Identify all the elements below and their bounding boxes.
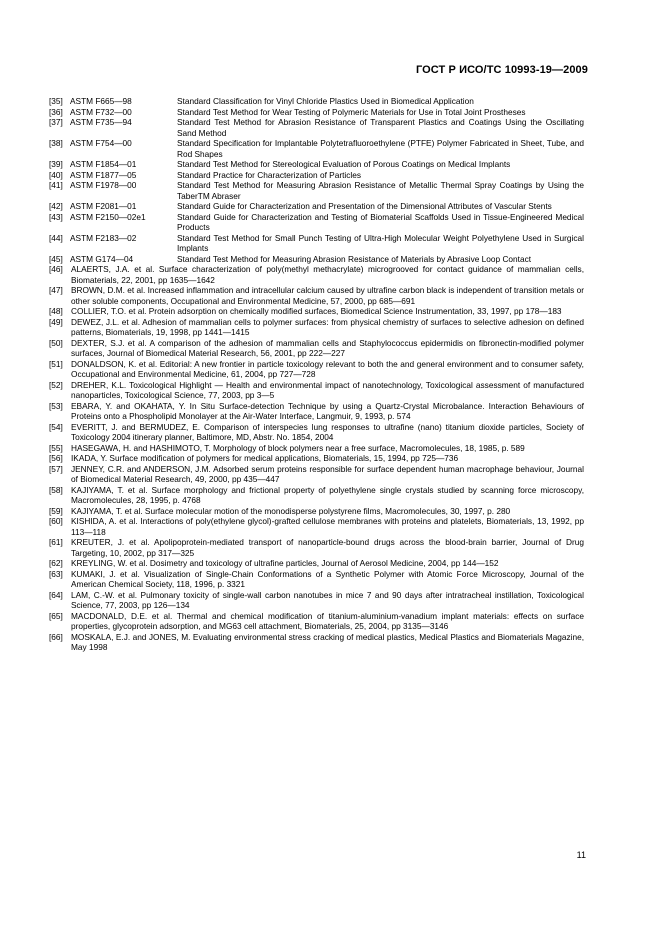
reference-number: [45] bbox=[49, 253, 63, 264]
reference-text: IKADA, Y. Surface modification of polymers for medical applications, Biomaterials, 15, 1994, pp 725—736 bbox=[71, 453, 459, 463]
reference-number: [44] bbox=[49, 232, 63, 243]
standard-title: Standard Guide for Characterization and Presentation of the Dimensional Attributes of Vascular Stents bbox=[177, 201, 552, 211]
reference-number: [37] bbox=[49, 117, 63, 127]
reference-number: [38] bbox=[49, 138, 63, 148]
reference-entry bbox=[49, 359, 584, 380]
reference-entry bbox=[49, 317, 584, 338]
reference-text: EBARA, Y. and OKAHATA, Y. In Situ Surface-detection Technique by using a Quartz-Crystal Microbalance. Interaction Behaviours of Proteins onto a Phospholipid Monolayer at the Air-Water Interface, Langmuir, 9, 1993, p. 574 bbox=[71, 400, 584, 421]
reference-number: [49] bbox=[49, 316, 63, 327]
reference-entry bbox=[49, 464, 584, 485]
reference-number: [62] bbox=[49, 558, 63, 568]
reference-number: [40] bbox=[49, 169, 63, 180]
reference-text: KREUTER, J. et al. Apolipoprotein-mediated transport of nanoparticle-bound drugs across the blood-brain barrier, Journal of Drug Targeting, 10, 2002, pp 317—325 bbox=[71, 537, 584, 558]
reference-number: [63] bbox=[49, 568, 63, 579]
reference-entry bbox=[49, 338, 584, 359]
reference-entry bbox=[49, 516, 584, 537]
reference-text: HASEGAWA, H. and HASHIMOTO, T. Morphology of block polymers near a free surface, Macromolecules, 18, 1985, p. 589 bbox=[71, 442, 525, 453]
reference-number: [41] bbox=[49, 180, 63, 190]
reference-number: [35] bbox=[49, 96, 63, 106]
reference-text: DONALDSON, K. et al. Editorial: A new frontier in particle toxicology relevant to both the and general environment and to consumer safety, Occupational and Environmental Medicine, 61, 2004, pp 727—728 bbox=[71, 358, 584, 379]
reference-entry bbox=[49, 254, 584, 265]
standard-code: ASTM F735—94 bbox=[70, 117, 132, 127]
reference-number: [51] bbox=[49, 358, 63, 369]
reference-text: KUMAKI, J. et al. Visualization of Single-Chain Conformations of a Synthetic Polymer with Atomic Force Microscopy, Journal of the American Chemical Society, 118, 1996, p. 3321 bbox=[71, 568, 584, 589]
standard-code: ASTM F754—00 bbox=[70, 138, 132, 148]
reference-number: [56] bbox=[49, 453, 63, 463]
page-number: 11 bbox=[576, 850, 586, 860]
reference-number: [36] bbox=[49, 106, 63, 117]
reference-entry bbox=[49, 180, 584, 201]
reference-entry bbox=[49, 96, 584, 107]
reference-number: [48] bbox=[49, 306, 63, 316]
reference-number: [54] bbox=[49, 421, 63, 432]
standard-title: Standard Test Method for Measuring Abrasion Resistance of Metallic Thermal Spray Coatings by Using the TaberTM Abraser bbox=[177, 180, 584, 201]
reference-text: LAM, C.-W. et al. Pulmonary toxicity of single-wall carbon nanotubes in mice 7 and 90 days after intratracheal instillation, Toxicological Science, 77, 2003, pp 126—134 bbox=[71, 589, 584, 610]
standard-code: ASTM F1978—00 bbox=[70, 180, 137, 190]
reference-number: [57] bbox=[49, 463, 63, 474]
standard-title: Standard Guide for Characterization and Testing of Biomaterial Scaffolds Used in Tissue-Engineered Medical Products bbox=[177, 211, 584, 232]
reference-text: COLLIER, T.O. et al. Protein adsorption on chemically modified surfaces, Biomedical Science Instrumentation, 33, 1997, pp 178—183 bbox=[71, 306, 562, 316]
standard-title: Standard Classification for Vinyl Chloride Plastics Used in Biomedical Application bbox=[177, 96, 474, 106]
reference-entry bbox=[49, 107, 584, 118]
reference-entry bbox=[49, 590, 584, 611]
document-header: ГОСТ Р ИСО/ТС 10993-19—2009 bbox=[415, 64, 588, 76]
reference-number: [46] bbox=[49, 264, 63, 274]
standard-title: Standard Test Method for Wear Testing of Polymeric Materials for Use in Total Joint Prostheses bbox=[177, 106, 526, 117]
standard-code: ASTM F665—98 bbox=[70, 96, 132, 106]
standard-title: Standard Practice for Characterization of Particles bbox=[177, 169, 361, 180]
standard-code: ASTM F2081—01 bbox=[70, 201, 137, 211]
reference-number: [50] bbox=[49, 337, 63, 348]
standard-code: ASTM F2150—02e1 bbox=[70, 211, 146, 222]
reference-entry bbox=[49, 422, 584, 443]
reference-number: [43] bbox=[49, 211, 63, 222]
reference-number: [52] bbox=[49, 379, 63, 390]
standard-title: Standard Specification for Implantable Polytetrafluoroethylene (PTFE) Polymer Fabricated in Sheet, Tube, and Rod Shapes bbox=[177, 138, 584, 159]
reference-text: DREHER, K.L. Toxicological Highlight — Health and environmental impact of nanotechnology, Toxicological assessment of manufactured nanoparticles, Toxicological Science, 77, 2003, pp 3—5 bbox=[71, 379, 584, 400]
reference-number: [58] bbox=[49, 484, 63, 495]
reference-text: ALAERTS, J.A. et al. Surface characterization of poly(methyl methacrylate) microgrooved for contact guidance of mammalian cells, Biomaterials, 22, 2001, pp 1635—1642 bbox=[71, 264, 584, 285]
reference-entry bbox=[49, 233, 584, 254]
reference-number: [64] bbox=[49, 589, 63, 600]
reference-entry bbox=[49, 611, 584, 632]
reference-number: [42] bbox=[49, 201, 63, 211]
reference-text: MACDONALD, D.E. et al. Thermal and chemical modification of titanium-aluminium-vanadium implant materials: effects on surface properties, glycoprotein adsorption, and MG63 cell attachment, Biomaterials, 25, 2004, pp 3135—3146 bbox=[71, 610, 584, 631]
reference-entry bbox=[49, 159, 584, 170]
reference-entry bbox=[49, 380, 584, 401]
standard-code: ASTM F732—00 bbox=[70, 106, 132, 117]
reference-number: [53] bbox=[49, 400, 63, 411]
reference-list bbox=[49, 96, 584, 653]
standard-code: ASTM F1877—05 bbox=[70, 169, 137, 180]
reference-text: MOSKALA, E.J. and JONES, M. Evaluating environmental stress cracking of medical plastics, Medical Plastics and Biomaterials Magazine, May 1998 bbox=[71, 631, 584, 652]
reference-text: KREYLING, W. et al. Dosimetry and toxicology of ultrafine particles, Journal of Aerosol Medicine, 2004, pp 144—152 bbox=[71, 558, 499, 568]
reference-entry bbox=[49, 201, 584, 212]
reference-number: [55] bbox=[49, 442, 63, 453]
reference-entry bbox=[49, 569, 584, 590]
reference-text: DEWEZ, J.L. et al. Adhesion of mammalian cells to polymer surfaces: from physical chemistry of surfaces to selective adhesion on defined patterns, Biomaterials, 19, 1998, pp 1441—1415 bbox=[71, 316, 584, 337]
reference-number: [39] bbox=[49, 159, 63, 169]
reference-entry bbox=[49, 264, 584, 285]
reference-text: DEXTER, S.J. et al. A comparison of the adhesion of mammalian cells and Staphylococcus epidermidis on fibronectin-modified polymer surfaces, Journal of Biomedical Material Research, 56, 2001, pp 222—227 bbox=[71, 337, 584, 358]
reference-number: [47] bbox=[49, 285, 63, 295]
reference-entry bbox=[49, 485, 584, 506]
reference-entry bbox=[49, 306, 584, 317]
standard-title: Standard Test Method for Measuring Abrasion Resistance of Materials by Abrasive Loop Contact bbox=[177, 253, 532, 264]
reference-entry bbox=[49, 401, 584, 422]
reference-text: EVERITT, J. and BERMUDEZ, E. Comparison of interspecies lung responses to ultrafine (nano) titanium dioxide particles, Society of Toxicology 2004 itinerary planner, Baltimore, MD, Abstr. No. 1854, 2004 bbox=[71, 421, 584, 442]
reference-number: [65] bbox=[49, 610, 63, 621]
reference-entry bbox=[49, 558, 584, 569]
reference-text: KISHIDA, A. et al. Interactions of poly(ethylene glycol)-grafted cellulose membranes with proteins and platelets, Biomaterials, 13, 1992, pp 113—118 bbox=[71, 516, 584, 537]
reference-number: [61] bbox=[49, 537, 63, 547]
reference-entry bbox=[49, 285, 584, 306]
reference-entry bbox=[49, 138, 584, 159]
reference-entry bbox=[49, 506, 584, 517]
standard-title: Standard Test Method for Abrasion Resistance of Transparent Plastics and Coatings Using the Oscillating Sand Method bbox=[177, 117, 584, 138]
standard-title: Standard Test Method for Small Punch Testing of Ultra-High Molecular Weight Polyethylene Used in Surgical Implants bbox=[177, 232, 584, 253]
standard-title: Standard Test Method for Stereological Evaluation of Porous Coatings on Medical Implants bbox=[177, 159, 511, 169]
reference-number: [66] bbox=[49, 631, 63, 642]
reference-entry bbox=[49, 212, 584, 233]
standard-code: ASTM F2183—02 bbox=[70, 232, 137, 243]
reference-entry bbox=[49, 117, 584, 138]
reference-entry bbox=[49, 537, 584, 558]
reference-number: [60] bbox=[49, 516, 63, 526]
reference-entry bbox=[49, 443, 584, 454]
reference-entry bbox=[49, 632, 584, 653]
standard-code: ASTM G174—04 bbox=[70, 253, 134, 264]
reference-text: KAJIYAMA, T. et al. Surface morphology and frictional property of polyethylene single crystals studied by scanning force microscopy, Macromolecules, 28, 1995, p. 4768 bbox=[71, 484, 584, 505]
reference-number: [59] bbox=[49, 505, 63, 516]
reference-text: JENNEY, C.R. and ANDERSON, J.M. Adsorbed serum proteins responsible for surface dependent human macrophage behaviour, Journal of Biomedical Material Research, 49, 2000, pp 435—447 bbox=[71, 463, 584, 484]
reference-entry bbox=[49, 453, 584, 464]
reference-text: KAJIYAMA, T. et al. Surface molecular motion of the monodisperse polystyrene films, Macromolecules, 30, 1997, p. 280 bbox=[71, 505, 511, 516]
reference-entry bbox=[49, 170, 584, 181]
standard-code: ASTM F1854—01 bbox=[70, 159, 137, 169]
reference-text: BROWN, D.M. et al. Increased inflammation and intracellular calcium caused by ultrafine carbon black is independent of transition metals or other soluble components, Occupational and Environmental Medicine, 57, 2000, pp 685—691 bbox=[71, 285, 584, 306]
